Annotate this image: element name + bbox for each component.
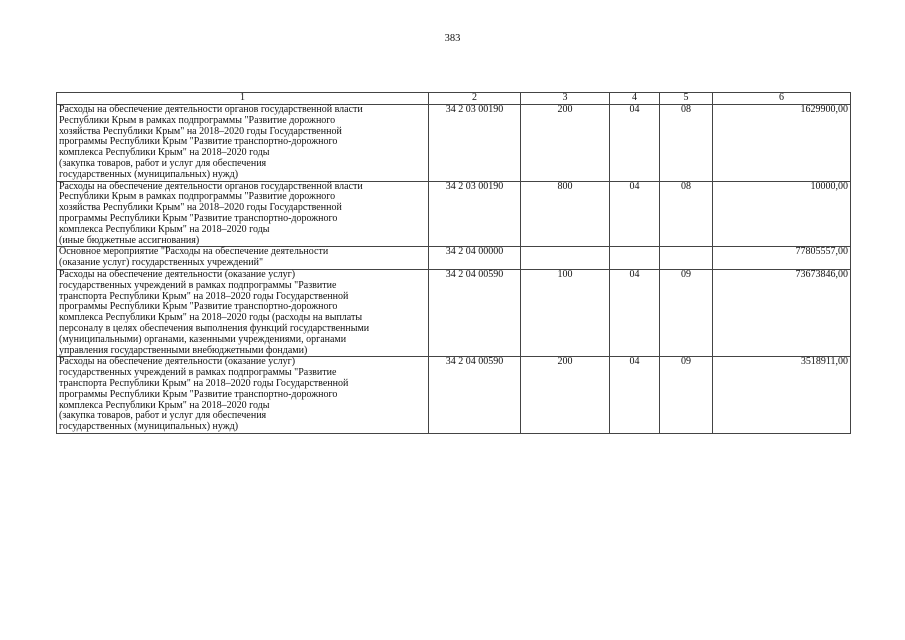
- target-code: 34 2 03 00190: [429, 181, 521, 247]
- target-code: 34 2 04 00000: [429, 247, 521, 270]
- column-number: 5: [660, 93, 713, 105]
- subsection-code: 09: [660, 357, 713, 434]
- table-row: [57, 269, 851, 356]
- expense-description: Основное мероприятие "Расходы на обеспечение деятельности (оказание услуг) государственных учреждений": [57, 247, 429, 270]
- expense-description: Расходы на обеспечение деятельности (оказание услуг) государственных учреждений в рамках подпрограммы "Развитие транспорта Республики Крым" на 2018–2020 годы Государственной программы Республики Крым "Развитие транспортно-дорожного комплекса Республики Крым" на 2018–2020 годы (расходы на выплаты персоналу в целях обеспечения выполнения функций государственными (муниципальными) органами, казенными учреждениями, органами управления государственными внебюджетными фондами): [57, 269, 429, 356]
- column-number-row: [57, 93, 851, 105]
- section-code: 04: [610, 181, 660, 247]
- expense-description: Расходы на обеспечение деятельности (оказание услуг) государственных учреждений в рамках подпрограммы "Развитие транспорта Республики Крым" на 2018–2020 годы Государственной программы Республики Крым "Развитие транспортно-дорожного комплекса Республики Крым" на 2018–2020 годы (закупка товаров, работ и услуг для обеспечения государственных (муниципальных) нужд): [57, 357, 429, 434]
- subsection-code: [660, 247, 713, 270]
- expense-type-code: [521, 247, 610, 270]
- budget-table: [56, 92, 851, 434]
- expense-type-code: 200: [521, 357, 610, 434]
- amount: 73673846,00: [713, 269, 851, 356]
- target-code: 34 2 04 00590: [429, 269, 521, 356]
- expense-type-code: 100: [521, 269, 610, 356]
- column-number: 2: [429, 93, 521, 105]
- amount: 1629900,00: [713, 105, 851, 182]
- page-number: 383: [444, 33, 461, 44]
- table-row: [57, 181, 851, 247]
- subsection-code: 08: [660, 105, 713, 182]
- expense-type-code: 200: [521, 105, 610, 182]
- column-number: 1: [57, 93, 429, 105]
- section-code: [610, 247, 660, 270]
- amount: 3518911,00: [713, 357, 851, 434]
- column-number: 6: [713, 93, 851, 105]
- expense-type-code: 800: [521, 181, 610, 247]
- target-code: 34 2 04 00590: [429, 357, 521, 434]
- expense-description: Расходы на обеспечение деятельности органов государственной власти Республики Крым в рамках подпрограммы "Развитие дорожного хозяйства Республики Крым" на 2018–2020 годы Государственной программы Республики Крым "Развитие транспортно-дорожного комплекса Республики Крым" на 2018–2020 годы (закупка товаров, работ и услуг для обеспечения государственных (муниципальных) нужд): [57, 105, 429, 182]
- expense-description: Расходы на обеспечение деятельности органов государственной власти Республики Крым в рамках подпрограммы "Развитие дорожного хозяйства Республики Крым" на 2018–2020 годы Государственной программы Республики Крым "Развитие транспортно-дорожного комплекса Республики Крым" на 2018–2020 годы (иные бюджетные ассигнования): [57, 181, 429, 247]
- column-number: 3: [521, 93, 610, 105]
- section-code: 04: [610, 269, 660, 356]
- column-number: 4: [610, 93, 660, 105]
- section-code: 04: [610, 105, 660, 182]
- table-row: [57, 357, 851, 434]
- table-row: [57, 247, 851, 270]
- section-code: 04: [610, 357, 660, 434]
- target-code: 34 2 03 00190: [429, 105, 521, 182]
- amount: 77805557,00: [713, 247, 851, 270]
- amount: 10000,00: [713, 181, 851, 247]
- subsection-code: 08: [660, 181, 713, 247]
- subsection-code: 09: [660, 269, 713, 356]
- table-row: [57, 105, 851, 182]
